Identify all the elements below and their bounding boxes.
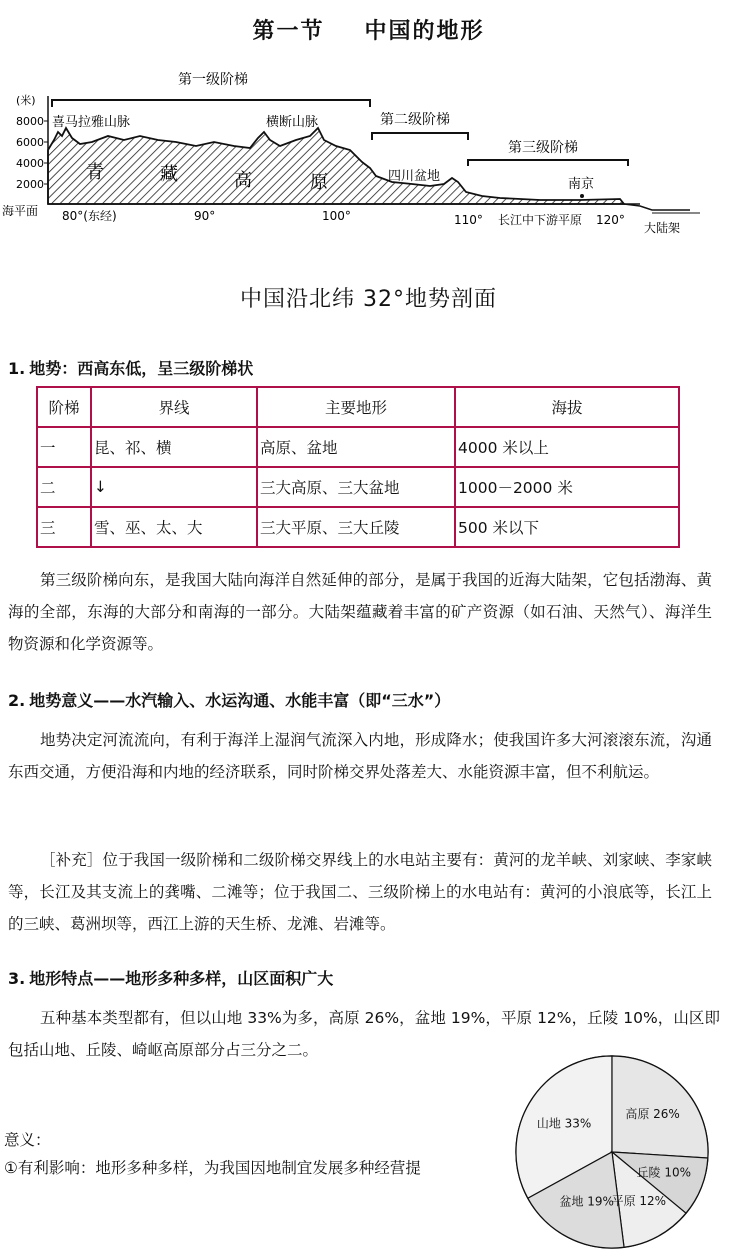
table-header: 阶梯 (37, 387, 91, 427)
step2-label: 第二级阶梯 (380, 112, 450, 128)
table-cell: 1000－2000 米 (455, 467, 679, 507)
y-tick-2000: 2000 (16, 178, 44, 191)
section-name: 中国的地形 (364, 18, 485, 44)
section-1-title: 地势：西高东低，呈三级阶梯状 (29, 359, 254, 378)
page-title (0, 14, 737, 45)
terrain-types-paragraph: 五种基本类型都有，但以山地 33%为多，高原 26%，盆地 19%，平原 12%，丘陵 10%，山区即包括山地、丘陵、崎岖高原部分占三分之二。 (8, 1009, 720, 1059)
place-hengduan: 横断山脉 (266, 115, 319, 130)
section-2-heading (8, 688, 450, 711)
place-qing: 青 (86, 162, 104, 183)
pie-label-盆地: 盆地 19% (559, 1194, 614, 1209)
table-cell: 三 (37, 507, 91, 547)
terrain-significance-paragraph: 地势决定河流流向，有利于海洋上湿润气流深入内地，形成降水；使我国许多大河滚滚东流，沟通东西交通，方便沿海和内地的经济联系，同时阶梯交界处落差大、水能资源丰富，但不利航运。 (8, 731, 712, 781)
terrain-steps-table (36, 386, 680, 548)
continental-shelf (624, 204, 690, 210)
table-cell: 昆、祁、横 (91, 427, 257, 467)
section-1-number: 1. (8, 359, 26, 378)
table-cell: 500 米以下 (455, 507, 679, 547)
table-header-row (37, 387, 679, 427)
table-row (37, 507, 679, 547)
place-sichuan: 四川盆地 (388, 169, 441, 184)
pie-label-山地: 山地 33% (536, 1116, 592, 1131)
table-row (37, 427, 679, 467)
table-cell: 二 (37, 467, 91, 507)
sea-level-label: 海平面 (2, 204, 39, 218)
table-cell: 高原、盆地 (257, 427, 455, 467)
meaning-item-1: ①有利影响：地形多种多样，为我国因地制宜发展多种经营提 (4, 1159, 421, 1177)
hydropower-supplement-paragraph: ［补充］位于我国一级阶梯和二级阶梯交界线上的水电站主要有：黄河的龙羊峡、刘家峡、李家峡等，长江及其支流上的龚嘴、二滩等；位于我国二、三级阶梯上的水电站有：黄河的小浪底等，长江上的三峡、葛洲坝等，西江上游的天生桥、龙滩、岩滩等。 (8, 851, 712, 933)
table-cell: 三大高原、三大盆地 (257, 467, 455, 507)
profile-caption: 中国沿北纬 32°地势剖面 (240, 287, 497, 312)
pie-label-丘陵: 丘陵 10% (636, 1165, 692, 1180)
section-2-number: 2. (8, 691, 26, 710)
x-tick-100: 100° (322, 209, 351, 223)
place-gao: 高 (234, 170, 252, 191)
y-unit-label: (米) (16, 94, 36, 107)
x-tick-90: 90° (194, 209, 216, 223)
y-tick-8000: 8000 (16, 115, 44, 128)
section-3-title: 地形特点——地形多种多样，山区面积广大 (29, 969, 334, 988)
place-nanjing: 南京 (568, 177, 595, 192)
pie-label-高原: 高原 26% (625, 1106, 680, 1121)
y-tick-4000: 4000 (16, 157, 44, 170)
step1-bracket (52, 100, 370, 107)
section-3-heading (8, 966, 333, 989)
table-cell: ↓ (91, 467, 257, 507)
place-yangtze: 长江中下游平原 (498, 213, 583, 227)
step3-bracket (468, 160, 628, 166)
place-himalaya: 喜马拉雅山脉 (52, 115, 131, 130)
table-cell: 一 (37, 427, 91, 467)
x-tick-120: 120° (596, 213, 625, 227)
pie-label-平原: 平原 12% (611, 1193, 667, 1208)
terrain-profile-diagram (0, 64, 737, 279)
continental-shelf-paragraph: 第三级阶梯向东，是我国大陆向海洋自然延伸的部分，是属于我国的近海大陆架，它包括渤海、黄海的全部，东海的大部分和南海的一部分。大陆架蕴藏着丰富的矿产资源（如石油、天然气）、海洋生物资源和化学资源等。 (8, 571, 712, 653)
x-tick-80: 80°(东经) (62, 209, 117, 223)
step3-label: 第三级阶梯 (508, 140, 578, 156)
place-shelf: 大陆架 (644, 221, 681, 235)
step2-bracket (372, 133, 468, 140)
section-3-number: 3. (8, 969, 26, 988)
meaning-label: 意义： (4, 1131, 51, 1149)
table-cell: 4000 米以上 (455, 427, 679, 467)
step1-label: 第一级阶梯 (178, 72, 248, 88)
table-cell: 三大平原、三大丘陵 (257, 507, 455, 547)
terrain-types-pie-chart (497, 1052, 727, 1252)
table-header: 海拔 (455, 387, 679, 427)
x-tick-110: 110° (454, 213, 483, 227)
table-cell: 雪、巫、太、大 (91, 507, 257, 547)
section-1-heading (8, 356, 253, 379)
place-zang: 藏 (160, 164, 178, 185)
table-row (37, 467, 679, 507)
place-yuan: 原 (310, 172, 328, 193)
section-2-title: 地势意义——水汽输入、水运沟通、水能丰富（即“三水”） (29, 691, 451, 710)
y-tick-6000: 6000 (16, 136, 44, 149)
table-header: 主要地形 (257, 387, 455, 427)
section-number: 第一节 (252, 18, 325, 44)
table-header: 界线 (91, 387, 257, 427)
